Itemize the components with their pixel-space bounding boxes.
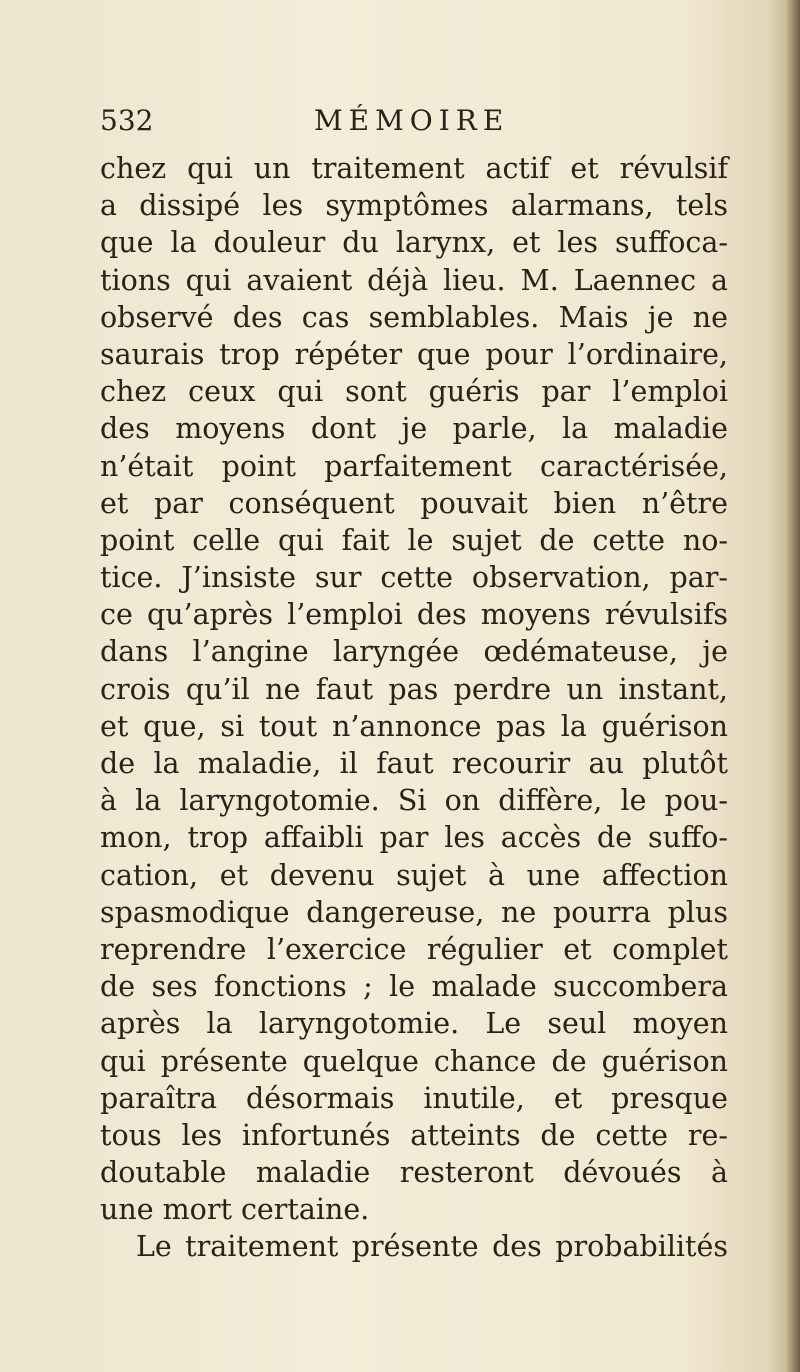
- text-line: de ses fonctions ; le malade succombera: [100, 970, 728, 1004]
- text-line: une mort certaine.: [100, 1193, 370, 1227]
- text-line: a dissipé les symptômes alarmans, tels: [100, 189, 728, 223]
- body-text: [100, 150, 728, 1266]
- text-line: tions qui avaient déjà lieu. M. Laennec a: [100, 263, 728, 297]
- text-line: paraîtra désormais inutile, et presque: [100, 1081, 728, 1115]
- text-line: et par conséquent pouvait bien n’être: [100, 486, 728, 520]
- text-line: après la laryngotomie. Le seul moyen: [100, 1007, 728, 1041]
- running-head: MÉMOIRE: [314, 104, 510, 137]
- text-line: crois qu’il ne faut pas perdre un instant,: [100, 672, 728, 706]
- text-line: observé des cas semblables. Mais je ne: [100, 300, 728, 334]
- text-line: cation, et devenu sujet à une affection: [100, 858, 728, 892]
- text-line: tous les infortunés atteints de cette re-: [100, 1118, 728, 1152]
- text-line: point celle qui fait le sujet de cette no-: [100, 523, 728, 557]
- text-line: Le traitement présente des probabilités: [136, 1230, 728, 1264]
- page-number: 532: [100, 104, 154, 137]
- text-line: dans l’angine laryngée œdémateuse, je: [100, 635, 728, 669]
- text-line: spasmodique dangereuse, ne pourra plus: [100, 895, 728, 929]
- text-line: doutable maladie resteront dévoués à: [100, 1156, 728, 1190]
- text-line: qui présente quelque chance de guérison: [100, 1044, 728, 1078]
- text-line: n’était point parfaitement caractérisée,: [100, 449, 728, 483]
- text-line: chez qui un traitement actif et révulsif: [100, 152, 728, 185]
- text-line: que la douleur du larynx, et les suffoca-: [100, 226, 728, 260]
- text-line: saurais trop répéter que pour l’ordinaire,: [100, 337, 728, 371]
- text-line: ce qu’après l’emploi des moyens révulsifs: [100, 598, 728, 632]
- text-line: chez ceux qui sont guéris par l’emploi: [100, 375, 728, 409]
- text-line: à la laryngotomie. Si on diffère, le pou-: [100, 784, 728, 818]
- page-binding-edge: [786, 0, 800, 1372]
- text-line: tice. J’insiste sur cette observation, par-: [100, 561, 728, 595]
- text-line: et que, si tout n’annonce pas la guérison: [100, 709, 728, 743]
- text-line: des moyens dont je parle, la maladie: [100, 412, 728, 446]
- text-line: de la maladie, il faut recourir au plutôt: [100, 747, 728, 780]
- page-header: [100, 104, 740, 144]
- text-line: reprendre l’exercice régulier et complet: [100, 932, 728, 966]
- text-line: mon, trop affaibli par les accès de suffo-: [100, 821, 728, 855]
